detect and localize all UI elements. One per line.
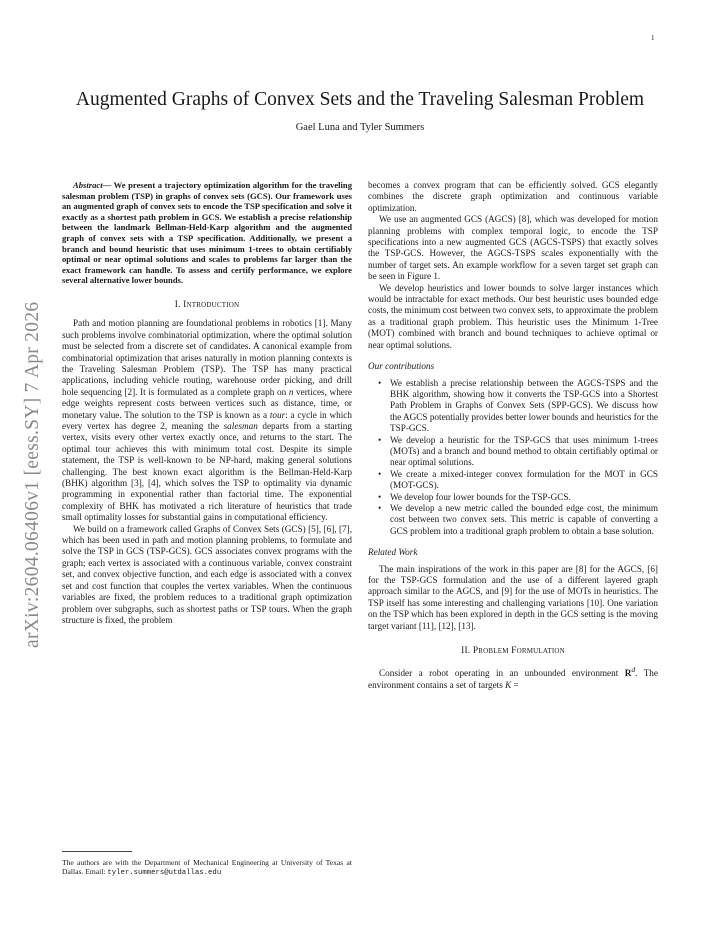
abstract-dash: — (102, 180, 114, 190)
author-email: tyler.summers@utdallas.edu (107, 869, 222, 878)
subheading-contributions: Our contributions (368, 361, 435, 372)
related-work-paragraph: The main inspirations of the work in this paper are [8] for the AGCS, [6] for the TSP-GCS formulation and the use of a different layered graph approach similar to the AGCS, and [9] for the use of MOTs in heuristics. The TSP itself has some interesting and challenging variations [10]. One variation on the TSP which has been explored in depth in the GCS setting is the moving target variant [11], [12], [13]. (368, 563, 658, 631)
contributions-list (368, 378, 658, 538)
abstract-text: We present a trajectory optimization algorithm for the traveling salesman problem (TSP) in graphs of convex sets (GCS). Our framework uses an augmented graph of convex sets to encode the TSP specification and solve it exactly as a shortest path problem in GCS. We establish a precise relationship between the landmark Bellman-Held-Karp algorithm and the augmented graph of convex sets with a TSP specification. Additionally, we present a branch and bound heuristic that uses minimum 1-trees to obtain certifiably optimal or near optimal solutions and scales to problems far larger than the exact framework can handle. To assess and certify performance, we explore several alternative lower bounds. (62, 180, 352, 286)
left-column (62, 180, 352, 626)
paper-title: Augmented Graphs of Convex Sets and the Traveling Salesman Problem (75, 89, 645, 110)
list-item: • We develop four lower bounds for the TSP-GCS. (390, 492, 658, 503)
arxiv-id-text: arXiv:2604.06406v1 [eess.SY] 7 Apr 2026 (22, 301, 43, 648)
page-number: 1 (651, 34, 655, 42)
intro-paragraph-2: We build on a framework called Graphs of Convex Sets (GCS) [5], [6], [7], which has been used in path and motion planning problems, to formulate and solve the TSP in GCS (TSP-GCS). GCS associates convex programs with the graph; each vertex is associated with a continuous variable, convex constraint set, and convex objective function, and each edge is associated with a convex set and cost function that couples the vertex variables. When the continuous variables are fixed, the problem reduces to a traditional graph optimization problem over subgraphs, such as shortest paths or TSP tours. When the graph structure is fixed, the problem (62, 523, 352, 625)
subheading-related-work: Related Work (368, 547, 418, 558)
footnote-divider (62, 851, 132, 852)
abstract-label: Abstract (73, 180, 103, 190)
paper-authors: Gael Luna and Tyler Summers (295, 122, 425, 133)
intro-paragraph-4: We develop heuristics and lower bounds to solve larger instances which would be intractable for exact methods. Our best heuristic uses bounded edge costs, the minimum cost between two convex sets, to approximate the problem as a traditional graph problem. This heuristic uses the Minimum 1-Tree (MOT) combined with branch and bound techniques to achieve optimal or near optimal solutions. (368, 282, 658, 350)
section-heading-introduction: I. Introduction (174, 299, 240, 310)
list-item: • We establish a precise relationship between the AGCS-TSPS and the BHK algorithm, showing how it converts the TSP-GCS into a Shortest Path Problem in Graphs of Convex Sets (SPP-GCS). We discuss how the AGCS potentially provides better lower bounds and heuristics for the TSP-GCS. (390, 378, 658, 435)
list-item: • We create a mixed-integer convex formulation for the MOT in GCS (MOT-GCS). (390, 469, 658, 492)
abstract (62, 180, 352, 286)
problem-formulation-paragraph: Consider a robot operating in an unbounded environment $R^d$. The environment contains a set of targets K = (368, 665, 658, 690)
footnote: The authors are with the Department of Mechanical Engineering at University of Texas at Dallas. Email: tyler.summers@utdallas.edu (62, 858, 352, 878)
intro-paragraph-3: We use an augmented GCS (AGCS) [8], which was developed for motion planning problems with complex temporal logic, to encode the TSP specifications into a new augmented GCS (AGCS-TSPS) that exactly solves the TSP-GCS. However, the AGCS-TSPS scales exponentially with the number of target sets. An example workflow for a seven target set graph can be seen in Figure 1. (368, 214, 658, 282)
right-column (368, 180, 658, 691)
section-heading-problem-formulation: II. Problem Formulation (461, 646, 565, 657)
list-item: • We develop a new metric called the bounded edge cost, the minimum cost between two convex sets. This metric is capable of converting a GCS problem into a traditional graph problem to obtain a base solution. (390, 503, 658, 537)
arxiv-watermark (22, 238, 48, 648)
intro-paragraph-2-continued: becomes a convex program that can be efficiently solved. GCS elegantly combines the discrete graph optimization and continuous variable optimization. (368, 180, 658, 213)
intro-paragraph-1: Path and motion planning are foundational problems in robotics [1]. Many such problems involve combinatorial optimization, where the optimal solution must be selected from a discrete set of candidates. A canonical example from combinatorial optimization that arises naturally in motion planning contexts is the Traveling Salesman Problem (TSP). The TSP has many practical applications, including vehicle routing, warehouse order picking, and drill hole sequencing [2]. It is formulated as a complete graph on n vertices, where edge weights represent costs between vertices such as distance, time, or monetary value. The solution to the TSP is known as a tour: a cycle in which every vertex has degree 2, meaning the salesman departs from a starting vertex, visits every other vertex exactly once, and returns to the start. The optimal tour achieves this with minimum total cost. Despite its simple statement, the TSP is well-known to be NP-hard, making general solutions challenging. The best known exact algorithm is the Bellman-Held-Karp (BHK) algorithm [3], [4], which solves the TSP to optimality via dynamic programming in exponential rather than factorial time. The exponential complexity of BHK has motivated a rich literature of heuristics that trade small optimality losses for substantial gains in computational efficiency. (62, 318, 353, 523)
list-item: • We develop a heuristic for the TSP-GCS that uses minimum 1-trees (MOTs) and a branch and bound method to obtain certifiably optimal or near optimal solutions. (390, 435, 658, 469)
